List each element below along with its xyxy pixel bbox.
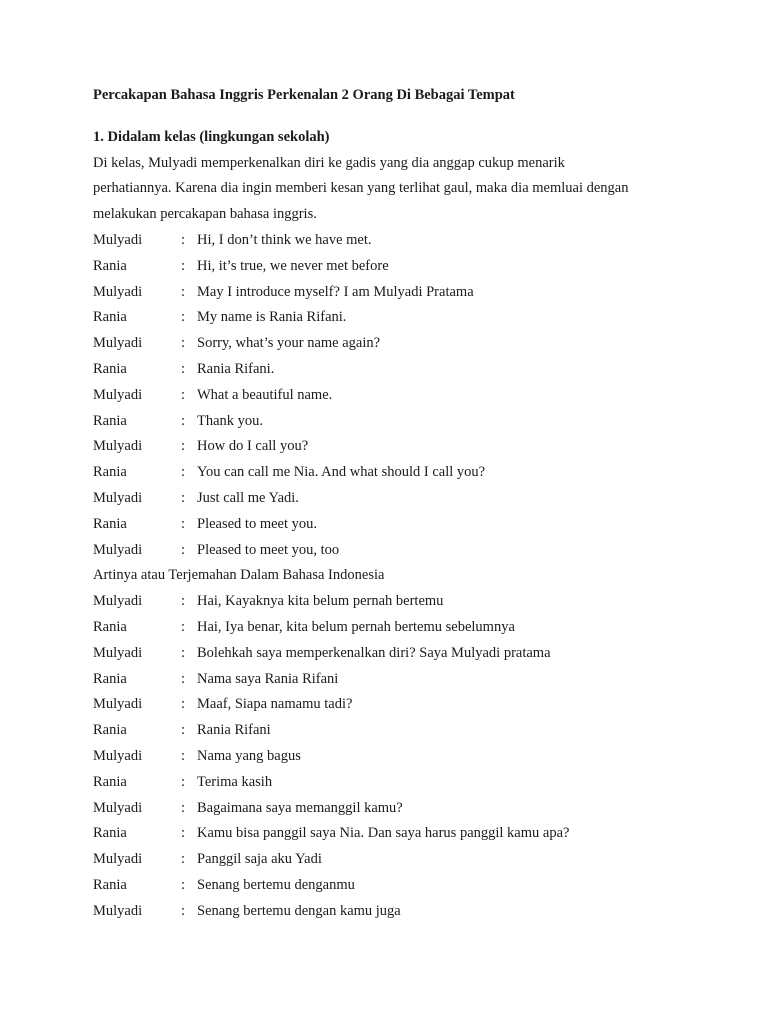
dialogue-row: [93, 615, 678, 641]
utterance-text: Rania Rifani: [197, 722, 271, 739]
speaker-name: Mulyadi: [93, 231, 143, 248]
speaker-name: Rania: [93, 360, 127, 377]
colon-separator: :: [181, 618, 186, 635]
dialogue-row: [93, 873, 678, 899]
colon-separator: :: [181, 360, 186, 377]
dialogue-row: [93, 744, 678, 770]
colon-separator: :: [181, 825, 186, 842]
utterance-text: Bagaimana saya memanggil kamu?: [197, 799, 403, 816]
utterance-text: Kamu bisa panggil saya Nia. Dan saya harus panggil kamu apa?: [197, 825, 570, 842]
speaker-name: Mulyadi: [93, 283, 143, 300]
translation-heading: Artinya atau Terjemahan Dalam Bahasa Indonesia: [93, 567, 385, 584]
utterance-text: My name is Rania Rifani.: [197, 309, 347, 326]
intro-line: melakukan percakapan bahasa inggris.: [93, 206, 317, 223]
section-heading: 1. Didalam kelas (lingkungan sekolah): [93, 128, 330, 145]
dialogue-row: [93, 589, 678, 615]
speaker-name: Mulyadi: [93, 438, 143, 455]
dialogue-row: [93, 538, 678, 564]
speaker-name: Rania: [93, 309, 127, 326]
colon-separator: :: [181, 231, 186, 248]
speaker-name: Mulyadi: [93, 799, 143, 816]
dialogue-row: [93, 331, 678, 357]
colon-separator: :: [181, 438, 186, 455]
utterance-text: Maaf, Siapa namamu tadi?: [197, 696, 353, 713]
colon-separator: :: [181, 696, 186, 713]
speaker-name: Mulyadi: [93, 335, 143, 352]
colon-separator: :: [181, 902, 186, 919]
colon-separator: :: [181, 412, 186, 429]
speaker-name: Mulyadi: [93, 593, 143, 610]
utterance-text: Hai, Kayaknya kita belum pernah bertemu: [197, 593, 444, 610]
utterance-text: May I introduce myself? I am Mulyadi Pratama: [197, 283, 474, 300]
speaker-name: Rania: [93, 876, 127, 893]
utterance-text: Pleased to meet you, too: [197, 541, 340, 558]
utterance-text: Nama yang bagus: [197, 747, 301, 764]
dialogue-row: [93, 409, 678, 435]
colon-separator: :: [181, 515, 186, 532]
dialogue-row: [93, 228, 678, 254]
colon-separator: :: [181, 541, 186, 558]
speaker-name: Rania: [93, 412, 127, 429]
utterance-text: Hi, I don’t think we have met.: [197, 231, 372, 248]
colon-separator: :: [181, 722, 186, 739]
colon-separator: :: [181, 309, 186, 326]
utterance-text: Senang bertemu dengan kamu juga: [197, 902, 401, 919]
utterance-text: Sorry, what’s your name again?: [197, 335, 381, 352]
dialogue-row: [93, 434, 678, 460]
colon-separator: :: [181, 747, 186, 764]
colon-separator: :: [181, 257, 186, 274]
colon-separator: :: [181, 386, 186, 403]
utterance-text: Senang bertemu denganmu: [197, 876, 355, 893]
colon-separator: :: [181, 335, 186, 352]
colon-separator: :: [181, 283, 186, 300]
dialogue-row: [93, 486, 678, 512]
speaker-name: Rania: [93, 257, 127, 274]
dialogue-row: [93, 899, 678, 925]
speaker-name: Rania: [93, 722, 127, 739]
intro-line: Di kelas, Mulyadi memperkenalkan diri ke gadis yang dia anggap cukup menarik: [93, 154, 565, 171]
speaker-name: Rania: [93, 464, 127, 481]
dialogue-indonesian: [93, 589, 678, 924]
dialogue-row: [93, 383, 678, 409]
dialogue-row: [93, 667, 678, 693]
dialogue-row: [93, 460, 678, 486]
utterance-text: What a beautiful name.: [197, 386, 333, 403]
intro-line: perhatiannya. Karena dia ingin memberi kesan yang terlihat gaul, maka dia memluai dengan: [93, 180, 629, 197]
utterance-text: Hai, Iya benar, kita belum pernah bertemu sebelumnya: [197, 618, 515, 635]
colon-separator: :: [181, 489, 186, 506]
utterance-text: Nama saya Rania Rifani: [197, 670, 339, 687]
utterance-text: Bolehkah saya memperkenalkan diri? Saya Mulyadi pratama: [197, 644, 551, 661]
dialogue-row: [93, 821, 678, 847]
speaker-name: Mulyadi: [93, 386, 143, 403]
dialogue-row: [93, 770, 678, 796]
utterance-text: Terima kasih: [197, 773, 273, 790]
dialogue-row: [93, 254, 678, 280]
colon-separator: :: [181, 644, 186, 661]
dialogue-row: [93, 357, 678, 383]
dialogue-row: [93, 692, 678, 718]
speaker-name: Mulyadi: [93, 851, 143, 868]
colon-separator: :: [181, 773, 186, 790]
utterance-text: Panggil saja aku Yadi: [197, 851, 322, 868]
dialogue-row: [93, 641, 678, 667]
colon-separator: :: [181, 670, 186, 687]
speaker-name: Rania: [93, 773, 127, 790]
utterance-text: Just call me Yadi.: [197, 489, 299, 506]
speaker-name: Mulyadi: [93, 541, 143, 558]
utterance-text: You can call me Nia. And what should I call you?: [197, 464, 486, 481]
colon-separator: :: [181, 876, 186, 893]
utterance-text: Hi, it’s true, we never met before: [197, 257, 389, 274]
dialogue-row: [93, 796, 678, 822]
utterance-text: How do I call you?: [197, 438, 309, 455]
dialogue-row: [93, 718, 678, 744]
utterance-text: Thank you.: [197, 412, 264, 429]
dialogue-row: [93, 512, 678, 538]
dialogue-row: [93, 847, 678, 873]
colon-separator: :: [181, 799, 186, 816]
dialogue-row: [93, 305, 678, 331]
colon-separator: :: [181, 464, 186, 481]
colon-separator: :: [181, 593, 186, 610]
speaker-name: Rania: [93, 670, 127, 687]
dialogue-row: [93, 280, 678, 306]
speaker-name: Mulyadi: [93, 902, 143, 919]
speaker-name: Mulyadi: [93, 696, 143, 713]
dialogue-english: [93, 228, 678, 563]
intro-paragraph: [93, 151, 678, 228]
speaker-name: Rania: [93, 825, 127, 842]
utterance-text: Pleased to meet you.: [197, 515, 318, 532]
speaker-name: Rania: [93, 515, 127, 532]
document-title: Percakapan Bahasa Inggris Perkenalan 2 Orang Di Bebagai Tempat: [93, 87, 515, 103]
speaker-name: Mulyadi: [93, 489, 143, 506]
colon-separator: :: [181, 851, 186, 868]
speaker-name: Mulyadi: [93, 747, 143, 764]
speaker-name: Rania: [93, 618, 127, 635]
speaker-name: Mulyadi: [93, 644, 143, 661]
utterance-text: Rania Rifani.: [197, 360, 275, 377]
